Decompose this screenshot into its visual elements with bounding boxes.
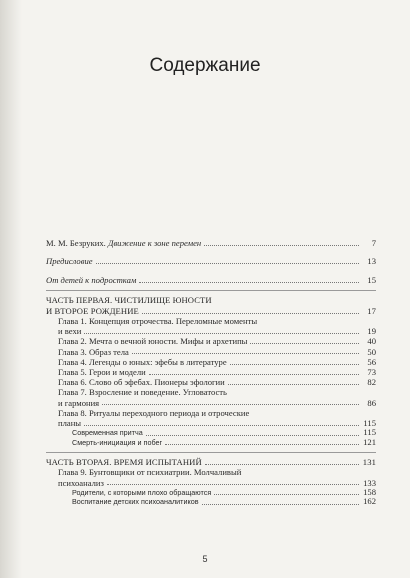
chapter-page: 19 <box>367 326 376 337</box>
toc-part-one[interactable] <box>46 295 376 316</box>
subsection-title: Современная притча <box>72 428 143 438</box>
toc-chapter-2[interactable] <box>46 336 376 346</box>
chapter-label: Глава 7. <box>58 387 87 398</box>
chapter-title: Слово об эфебах. Пионеры эфологии <box>88 377 225 388</box>
toc-entry-children-to-teens[interactable] <box>46 275 376 285</box>
toc-chapter-5[interactable] <box>46 367 376 377</box>
part-page: 17 <box>367 305 376 316</box>
dot-leader <box>96 263 359 264</box>
part-page: 131 <box>362 457 376 468</box>
toc-chapter-1[interactable] <box>46 316 376 336</box>
toc-subsection[interactable] <box>46 488 376 497</box>
entry-page: 15 <box>367 274 376 285</box>
chapter-title-cont: и вехи <box>58 326 82 337</box>
chapter-page: 40 <box>367 336 376 347</box>
chapter-title: Бунтовщики от психиатрии. Молчаливый <box>88 467 242 478</box>
subsection-title: Смерть-инициация и побег <box>72 437 163 447</box>
toc-subsection[interactable] <box>46 438 376 447</box>
chapter-label: Глава 5. <box>58 367 87 378</box>
part-title-line1: ЧАСТЬ ПЕРВАЯ. ЧИСТИЛИЩЕ ЮНОСТИ <box>46 295 212 306</box>
chapter-title: Герои и модели <box>88 367 146 378</box>
dot-leader <box>84 425 359 426</box>
chapter-page: 56 <box>367 356 376 367</box>
dot-leader <box>146 435 359 436</box>
subsection-page: 162 <box>363 496 376 507</box>
toc-part-two[interactable] <box>46 457 376 467</box>
dot-leader <box>165 444 359 445</box>
chapter-title-cont: психоанализ <box>58 477 104 488</box>
chapter-page: 86 <box>367 397 376 408</box>
entry-title: От детей к подросткам <box>46 274 137 285</box>
dot-leader <box>230 364 359 365</box>
footer-page-number: 5 <box>202 554 208 564</box>
entry-page: 7 <box>371 238 376 248</box>
dot-leader <box>204 245 359 246</box>
chapter-page: 50 <box>367 346 376 357</box>
chapter-title: Концепция отрочества. Переломные моменты <box>88 316 258 327</box>
entry-page: 13 <box>367 256 376 267</box>
chapter-label: Глава 6. <box>58 377 87 388</box>
table-of-contents <box>46 238 376 507</box>
dot-leader <box>132 353 359 354</box>
chapter-label: Глава 1. <box>58 316 87 327</box>
dot-leader <box>149 374 359 375</box>
toc-chapter-6[interactable] <box>46 377 376 387</box>
dot-leader <box>107 484 359 485</box>
chapter-title: Образ тела <box>88 346 129 357</box>
chapter-title-cont: и гармония <box>58 397 100 408</box>
toc-chapter-9[interactable] <box>46 467 376 487</box>
chapter-page: 133 <box>363 477 376 488</box>
toc-chapter-7[interactable] <box>46 387 376 407</box>
entry-title: Предисловие <box>46 256 93 267</box>
chapter-page: 115 <box>363 418 376 429</box>
chapter-page: 82 <box>367 377 376 388</box>
toc-chapter-4[interactable] <box>46 357 376 367</box>
subsection-title: Родители, с которыми плохо обращаются <box>72 487 212 497</box>
dot-leader <box>228 384 359 385</box>
chapter-label: Глава 8. <box>58 407 87 418</box>
dot-leader <box>84 333 359 334</box>
toc-subsection[interactable] <box>46 428 376 437</box>
chapter-label: Глава 3. <box>58 346 87 357</box>
dot-leader <box>142 313 359 314</box>
section-divider <box>46 452 376 453</box>
subsection-title: Воспитание детских психоаналитиков <box>72 497 199 507</box>
subsection-page: 115 <box>363 427 376 438</box>
dot-leader <box>139 282 359 283</box>
toc-chapter-3[interactable] <box>46 347 376 357</box>
chapter-label: Глава 2. <box>58 336 87 347</box>
dot-leader <box>102 404 359 405</box>
chapter-title: Взросление и поведение. Угловатость <box>88 387 227 398</box>
dot-leader <box>202 504 359 505</box>
page-title: Содержание <box>149 55 261 76</box>
dot-leader <box>205 464 359 465</box>
toc-entry-foreword-author[interactable] <box>46 238 376 248</box>
toc-subsection[interactable] <box>46 497 376 506</box>
chapter-title-cont: планы <box>58 418 82 429</box>
part-title-line1: ЧАСТЬ ВТОРАЯ. ВРЕМЯ ИСПЫТАНИЙ <box>46 457 202 468</box>
subsection-page: 158 <box>363 486 376 497</box>
toc-entry-preface[interactable] <box>46 256 376 266</box>
entry-title: Движение к зоне перемен <box>107 238 202 248</box>
chapter-title: Ритуалы переходного периода и отроческие <box>88 407 250 418</box>
chapter-page: 73 <box>367 367 376 378</box>
chapter-label: Глава 4. <box>58 356 87 367</box>
section-divider <box>46 290 376 291</box>
book-gutter <box>0 0 22 578</box>
chapter-title: Легенды о юных: эфебы в литературе <box>88 356 227 367</box>
toc-chapter-8[interactable] <box>46 408 376 428</box>
part-title-line2: И ВТОРОЕ РОЖДЕНИЕ <box>46 305 139 316</box>
subsection-page: 121 <box>363 436 376 447</box>
dot-leader <box>250 343 359 344</box>
entry-author: М. М. Безруких. <box>46 238 106 248</box>
chapter-title: Мечта о вечной юности. Мифы и архетипы <box>88 336 248 347</box>
dot-leader <box>214 494 359 495</box>
chapter-label: Глава 9. <box>58 467 87 478</box>
